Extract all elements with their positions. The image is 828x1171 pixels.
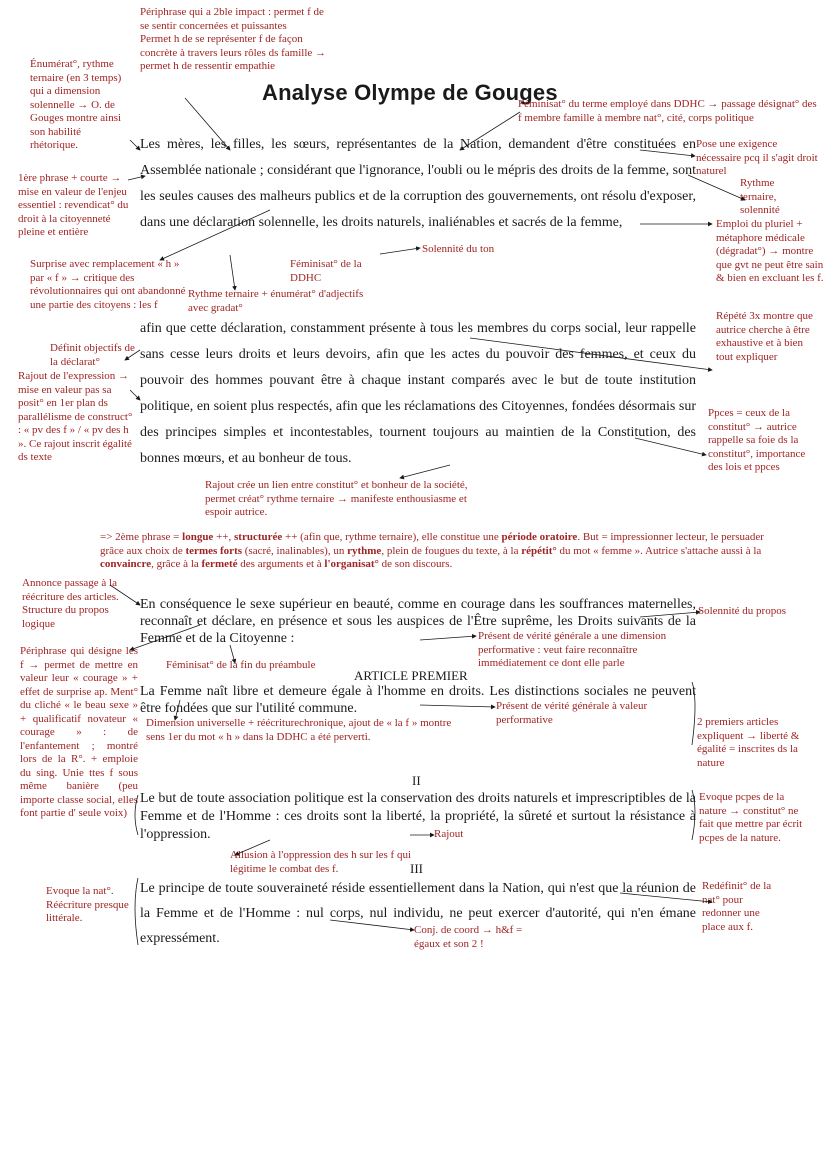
note-evoque-principes: Evoque pcpes de la nature → constitut° ne fait que mettre par écrit pcpes de la nature. xyxy=(699,791,803,844)
note-redefinition: Redéfinit° de la nat° pour redonner une place aux f. xyxy=(702,880,772,933)
note-rajout-expression: Rajout de l'expression → mise en valeur pas sa posit° en 1er plan ds parallélisme de construct° : « pv des f » / « pv des h ». Ce rajout inscrit égalité ds texte xyxy=(18,370,133,463)
summary-part: ++, xyxy=(213,531,234,543)
arrow xyxy=(688,175,745,200)
summary-part: , grâce à la xyxy=(151,558,202,570)
note-principes: Ppces = ceux de la constitut° → autrice rappelle sa foie ds la constitut°, importance des lois et ppces xyxy=(708,407,806,473)
arrow xyxy=(420,636,476,640)
note-evoque-nation: Evoque la nat°. Réécriture presque littérale. xyxy=(46,885,129,924)
note-premiere-phrase: 1ère phrase + courte → mise en valeur de l'enjeu essentiel : revendicat° du droit à la citoyenneté pleine et entière xyxy=(18,172,129,238)
arrow xyxy=(470,338,712,370)
summary-part: ++ (afin que, rythme ternaire), elle constitue une xyxy=(282,531,502,543)
arrow xyxy=(330,920,414,930)
note-surprise: Surprise avec remplacement « h » par « f » → critique des révolutionnaires qui ont abandonné une partie des citoyens : les f xyxy=(30,258,186,311)
summary-keyword: termes forts xyxy=(185,544,243,557)
arrow xyxy=(110,585,140,605)
note-feminisation-fin: Féminisat° de la fin du préambule xyxy=(166,659,316,671)
note-present-verite-2: Présent de vérité générale à valeur performative xyxy=(496,700,648,726)
arrow xyxy=(640,150,695,156)
summary-keyword: l'organisat° xyxy=(324,558,379,570)
page-title: Analyse Olympe de Gouges xyxy=(262,80,558,105)
note-present-verite-1: Présent de vérité générale a une dimension performative : veut faire reconnaître immédiatement ce dont elle parle xyxy=(478,630,667,669)
note-periphrase-designe: Périphrase qui désigne les f → permet de mettre en valeur leur « courage » + effet de surprise ap. Ment° du cliché « le beau sexe » + qualificatif novateur « courage » : de l'enfantement ; montré lors de la R°. + emploie du sing. Unie ttes f sous même banière (peu importe classe social, elles font partie d' seule voix) xyxy=(20,645,138,819)
bracket xyxy=(135,795,138,835)
note-exigence: Pose une exigence nécessaire pcq il s'agit droit naturel xyxy=(696,138,818,177)
note-rajout: Rajout xyxy=(434,828,464,840)
article-1-heading: ARTICLE PREMIER xyxy=(354,668,468,683)
note-rythme-enumeration: Rythme ternaire + énumérat° d'adjectifs avec gradat° xyxy=(188,288,364,314)
summary-part: , plein de fougues du texte, à la xyxy=(381,544,522,557)
summary-keyword: fermeté xyxy=(201,558,238,570)
arrow xyxy=(460,112,520,150)
note-definit: Définit objectifs de la déclarat° xyxy=(50,342,135,368)
arrow xyxy=(400,465,450,478)
bracket xyxy=(135,878,138,945)
summary-part: du mot « femme ». Autrice s'attache aussi à la xyxy=(556,544,762,557)
summary-keyword: convaincre xyxy=(100,558,152,570)
arrow xyxy=(230,645,235,663)
bracket xyxy=(692,682,695,745)
note-solennite-propos: Solennité du propos xyxy=(698,605,786,617)
note-feminisation-terme: Féminisat° du terme employé dans DDHC → passage désignat° des f membre famille à membre nat°, cité, corps politique xyxy=(518,98,817,124)
summary-part: . But = impressionner lecteur, le persuader grâce aux choix de xyxy=(100,531,764,557)
arrow xyxy=(420,705,495,707)
note-periphrase-top: Périphrase qui a 2ble impact : permet f de se sentir concernées et puissantes Permet h de se représenter f de façon concrète à travers leurs rôles ds famille → permet h de ressentir empathie xyxy=(140,6,327,72)
summary-keyword: période oratoire xyxy=(501,531,578,543)
article-text: Le but de toute association politique est la conservation des droits naturels et imprescriptibles de la Femme et de l'Homme : ces droits sont la liberté, la propriété, la sûreté et surtout la résistance à l'oppression. xyxy=(140,791,696,842)
arrow xyxy=(160,210,270,260)
article-2-heading: II xyxy=(412,773,421,788)
note-repete: Répété 3x montre que autrice cherche à être exhaustive et à bien tout expliquer xyxy=(716,310,813,363)
note-rajout-lien: Rajout crée un lien entre constitut° et bonheur de la société, permet créat° rythme ternaire → manifeste enthousiasme et espoir autrice. xyxy=(205,479,468,518)
summary-keyword: longue xyxy=(182,531,214,543)
summary-keyword: structurée xyxy=(234,531,283,543)
paragraph-text: afin que cette déclaration, constamment présente à tous les membres du corps social, leur rappelle sans cesse leurs droits et leurs devoirs, afin que les actes du pouvoir des femmes, et ceux du pouvoir des hommes pouvant être à chaque instant comparés avec le but de toute institution politique, en soient plus respectés, afin que les réclamations des Citoyennes, fondées désormais sur des principes simples et incontestables, tournent toujours au maintien de la Constitution, des bonnes mœurs, et au bonheur de tous. xyxy=(140,321,696,466)
summary-part: (sacré, inalinables), un xyxy=(242,544,348,557)
arrow xyxy=(130,625,200,650)
arrow xyxy=(620,893,712,902)
arrow xyxy=(185,98,230,150)
note-conjonction: Conj. de coord → h&f = égaux et son 2 ! xyxy=(414,924,523,950)
arrow xyxy=(230,255,235,290)
note-enumeration: Énumérat°, rythme ternaire (en 3 temps) qui a dimension solennelle → O. de Gouges montre ainsi son habilité rhétorique. xyxy=(30,58,122,151)
article-text: Le principe de toute souveraineté réside essentiellement dans la Nation, qui n'est que la réunion de la Femme et de l'Homme : nul corps, nul individu, ne peut exercer d'autorité, qui n'en émane expressément. xyxy=(140,881,696,946)
bracket xyxy=(692,790,695,840)
arrow xyxy=(635,438,706,455)
note-dimension-universelle: Dimension universelle + réécriturechronique, ajout de « la f » montre sens 1er du mot « h » dans la DDHC a été perverti. xyxy=(146,717,452,743)
note-annonce: Annonce passage à la réécriture des articles. Structure du propos logique xyxy=(22,577,119,630)
arrow xyxy=(640,612,700,617)
note-allusion: Allusion à l'oppression des h sur les f qui légitime le combat des f. xyxy=(230,849,412,875)
summary-keyword: rythme xyxy=(347,544,382,557)
arrow xyxy=(175,700,180,720)
arrow xyxy=(125,350,140,360)
arrow xyxy=(130,390,140,400)
note-rythme-ternaire-right: Rythme ternaire, solennité xyxy=(740,177,780,216)
arrow xyxy=(128,176,145,180)
article-text: La Femme naît libre et demeure égale à l'homme en droits. Les distinctions sociales ne peuvent être fondées que sur l'utilité commune. xyxy=(140,684,696,716)
note-feminisation-ddhc: Féminisat° de la DDHC xyxy=(290,258,362,284)
note-deux-premiers-articles: 2 premiers articles expliquent → liberté & égalité = inscrites ds la nature xyxy=(697,716,800,769)
article-3-heading: III xyxy=(410,861,423,876)
paragraph-text: En conséquence le sexe supérieur en beauté, comme en courage dans les souffrances maternelles, reconnaît et déclare, en présence et sous les auspices de l'Être suprême, les Droits suivants de la Femme et de la Citoyenne : xyxy=(140,597,696,646)
note-solennite-ton: Solennité du ton xyxy=(422,243,495,255)
paragraph-text: Les mères, les filles, les sœurs, représentantes de la Nation, demandent d'être constituées en Assemblée nationale ; considérant que l'ignorance, l'oubli ou le mépris des droits de la femme, sont les seules causes des malheurs publics et de la corruption des gouvernements, ont résolu d'exposer, dans une déclaration solennelle, les droits naturels, inaliénables et sacrés de la femme, xyxy=(140,137,696,230)
summary-part: des arguments et à xyxy=(237,558,325,570)
summary-part: => 2ème phrase = xyxy=(100,531,183,543)
arrow xyxy=(130,140,140,150)
arrow xyxy=(380,248,420,254)
arrow xyxy=(235,840,270,855)
summary-keyword: répétit° xyxy=(521,544,557,557)
summary-part: de son discours. xyxy=(378,558,453,570)
note-emploi-pluriel: Emploi du pluriel + métaphore médicale (dégradat°) → montre que gvt ne peut être sain & bien en excluant les f. xyxy=(716,218,824,284)
